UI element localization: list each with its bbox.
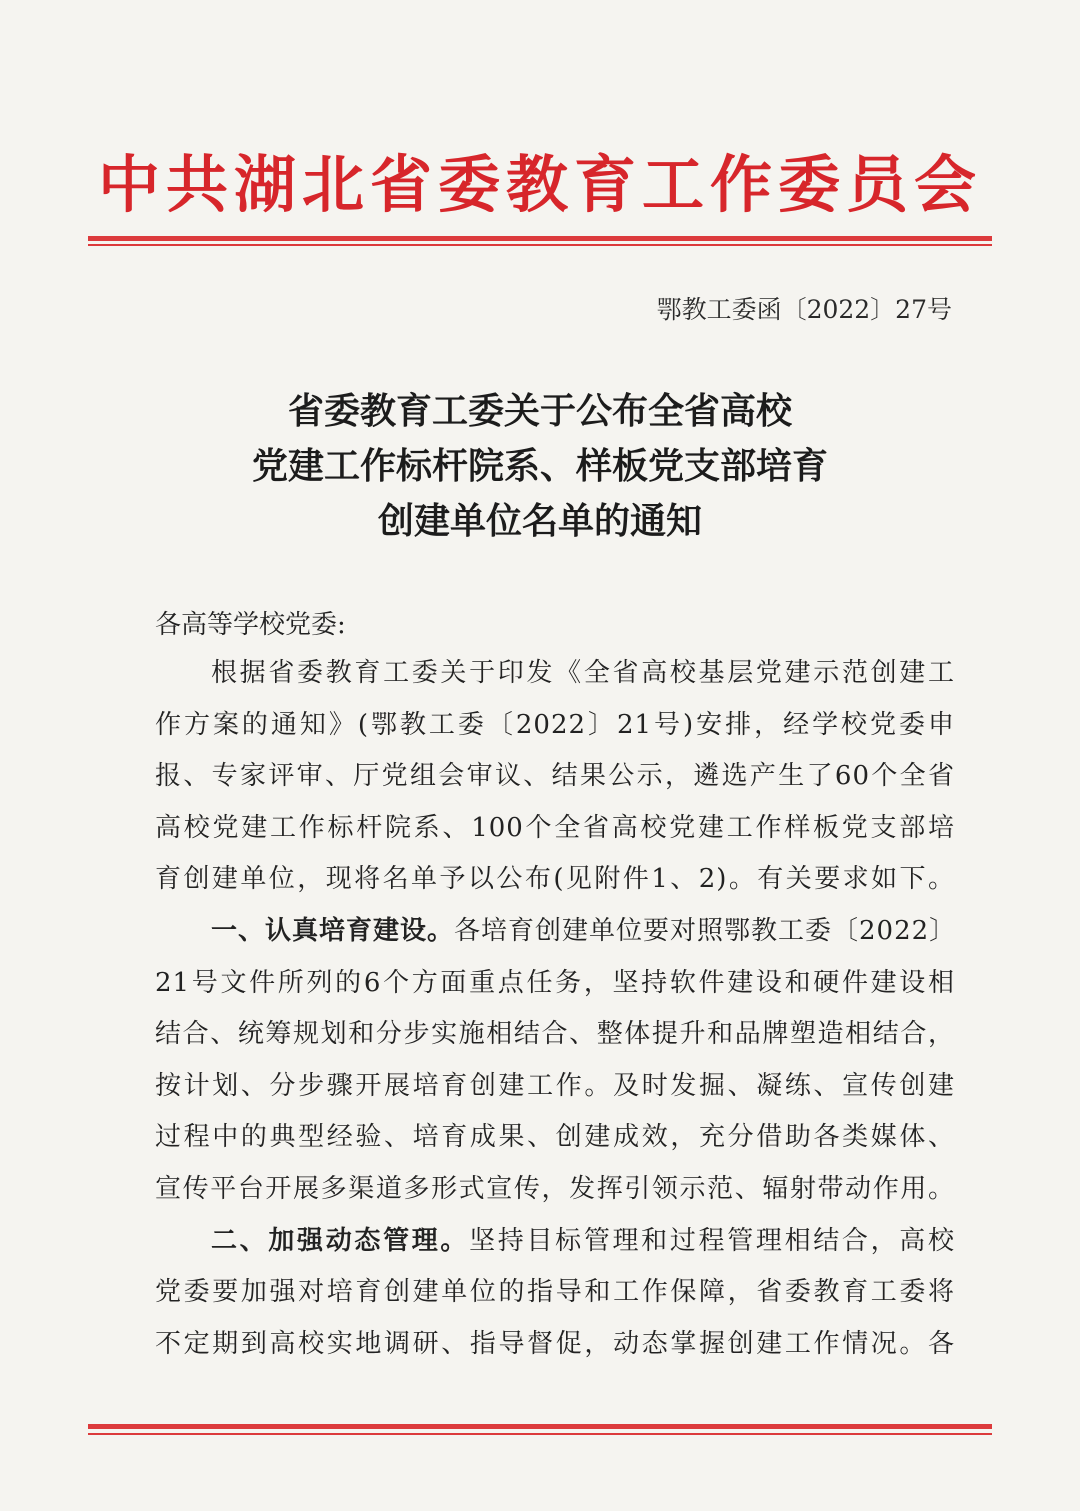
section-1-first-line bbox=[155, 906, 955, 958]
title-line: 省委教育工委关于公布全省高校 bbox=[287, 390, 792, 432]
document-title bbox=[100, 384, 980, 549]
body-line: 作方案的通知》(鄂教工委〔2022〕21号)安排，经学校党委申 bbox=[155, 709, 955, 740]
salutation: 各高等学校党委: bbox=[155, 610, 346, 640]
document-number: 鄂教工委函〔2022〕27号 bbox=[656, 295, 952, 324]
letterhead-title: 中共湖北省委教育工作委员会 bbox=[97, 148, 982, 221]
body-line: 根据省委教育工委关于印发《全省高校基层党建示范创建工 bbox=[211, 658, 955, 688]
title-line: 党建工作标杆院系、样板党支部培育 bbox=[251, 445, 828, 487]
body-line: 报、专家评审、厅党组会审议、结果公示，遴选产生了60个全省 bbox=[155, 761, 955, 792]
body-line: 结合、统筹规划和分步实施相结合、整体提升和品牌塑造相结合， bbox=[155, 1019, 955, 1050]
section-2-heading: 二、加强动态管理。 bbox=[211, 1225, 470, 1256]
section-2-first-line bbox=[155, 1216, 955, 1268]
section-1-first-text: 各培育创建单位要对照鄂教工委〔2022〕 bbox=[454, 915, 957, 946]
section-1-heading: 一、认真培育建设。 bbox=[211, 915, 455, 946]
section-2-first-text: 坚持目标管理和过程管理相结合，高校 bbox=[469, 1225, 955, 1256]
footer-rule-top bbox=[88, 1424, 992, 1429]
body-line: 按计划、分步骤开展培育创建工作。及时发掘、凝练、宣传创建 bbox=[155, 1070, 955, 1101]
body-line: 高校党建工作标杆院系、100个全省高校党建工作样板党支部培 bbox=[155, 812, 955, 843]
body-line: 育创建单位，现将名单予以公布(见附件1、2)。有关要求如下。 bbox=[155, 864, 955, 895]
letterhead-rule-bottom bbox=[88, 244, 992, 246]
letterhead-rule-top bbox=[88, 236, 992, 241]
body-line: 党委要加强对培育创建单位的指导和工作保障，省委教育工委将 bbox=[155, 1277, 955, 1308]
body-line: 不定期到高校实地调研、指导督促，动态掌握创建工作情况。各 bbox=[155, 1328, 955, 1359]
footer-rule-bottom bbox=[88, 1433, 992, 1435]
body-line: 宣传平台开展多渠道多形式宣传，发挥引领示范、辐射带动作用。 bbox=[155, 1173, 955, 1204]
title-line: 创建单位名单的通知 bbox=[377, 500, 702, 542]
document-body bbox=[155, 648, 955, 1370]
body-line: 过程中的典型经验、培育成果、创建成效，充分借助各类媒体、 bbox=[155, 1122, 955, 1153]
body-line: 21号文件所列的6个方面重点任务，坚持软件建设和硬件建设相 bbox=[155, 967, 955, 998]
